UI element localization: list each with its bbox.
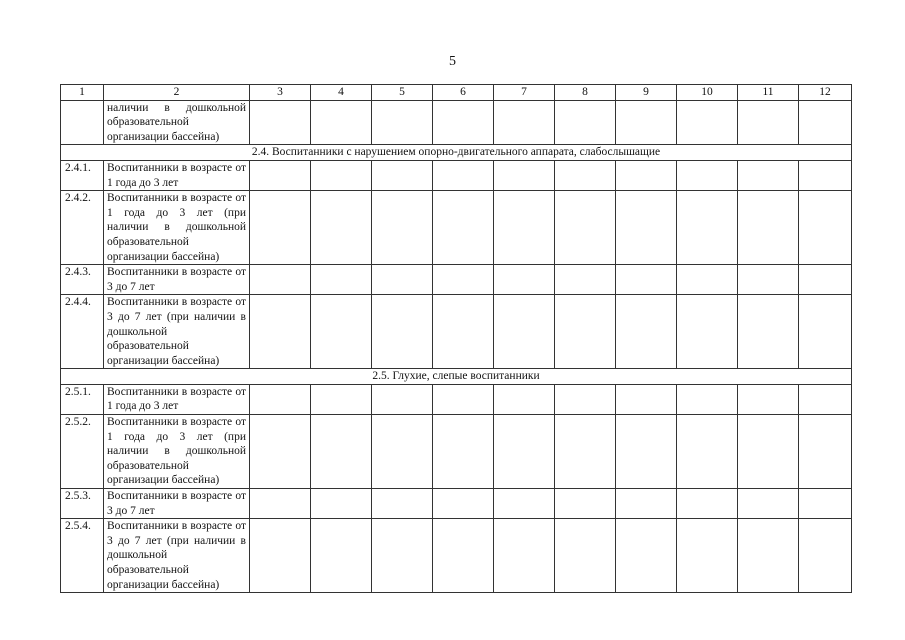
column-header: 12 <box>799 85 852 101</box>
empty-cell <box>372 415 433 489</box>
row-description: наличии в дошкольной образовательной организации бассейна) <box>104 100 250 145</box>
empty-cell <box>616 519 677 593</box>
empty-cell <box>799 384 852 414</box>
empty-cell <box>616 160 677 190</box>
table-row <box>61 160 852 190</box>
empty-cell <box>372 265 433 295</box>
section-row <box>61 145 852 161</box>
row-number: 2.4.3. <box>61 265 104 295</box>
empty-cell <box>799 100 852 145</box>
empty-cell <box>738 519 799 593</box>
empty-cell <box>738 191 799 265</box>
section-title: 2.5. Глухие, слепые воспитанники <box>61 369 852 385</box>
table-row <box>61 191 852 265</box>
empty-cell <box>250 489 311 519</box>
empty-cell <box>799 519 852 593</box>
empty-cell <box>311 191 372 265</box>
empty-cell <box>372 519 433 593</box>
empty-cell <box>677 415 738 489</box>
empty-cell <box>311 265 372 295</box>
empty-cell <box>311 100 372 145</box>
data-table <box>60 84 852 593</box>
empty-cell <box>738 265 799 295</box>
row-number: 2.5.1. <box>61 384 104 414</box>
empty-cell <box>799 489 852 519</box>
empty-cell <box>433 160 494 190</box>
empty-cell <box>494 191 555 265</box>
column-header: 2 <box>104 85 250 101</box>
empty-cell <box>250 100 311 145</box>
empty-cell <box>250 160 311 190</box>
row-number: 2.4.1. <box>61 160 104 190</box>
empty-cell <box>494 384 555 414</box>
empty-cell <box>433 489 494 519</box>
empty-cell <box>555 415 616 489</box>
empty-cell <box>738 160 799 190</box>
empty-cell <box>372 160 433 190</box>
empty-cell <box>555 384 616 414</box>
column-header: 6 <box>433 85 494 101</box>
empty-cell <box>738 295 799 369</box>
column-header: 1 <box>61 85 104 101</box>
empty-cell <box>677 100 738 145</box>
empty-cell <box>555 191 616 265</box>
empty-cell <box>311 489 372 519</box>
empty-cell <box>799 265 852 295</box>
empty-cell <box>372 100 433 145</box>
empty-cell <box>677 384 738 414</box>
row-number: 2.5.3. <box>61 489 104 519</box>
empty-cell <box>677 265 738 295</box>
table-row <box>61 415 852 489</box>
section-row <box>61 369 852 385</box>
column-header: 10 <box>677 85 738 101</box>
empty-cell <box>494 489 555 519</box>
row-description: Воспитанники в возрасте от 1 года до 3 лет <box>104 384 250 414</box>
empty-cell <box>311 295 372 369</box>
empty-cell <box>677 191 738 265</box>
empty-cell <box>372 384 433 414</box>
empty-cell <box>738 415 799 489</box>
table-row <box>61 489 852 519</box>
empty-cell <box>616 415 677 489</box>
page-number: 5 <box>449 54 456 69</box>
empty-cell <box>738 384 799 414</box>
empty-cell <box>738 100 799 145</box>
row-description: Воспитанники в возрасте от 3 до 7 лет <box>104 489 250 519</box>
column-header: 3 <box>250 85 311 101</box>
row-number: 2.5.2. <box>61 415 104 489</box>
table-row <box>61 100 852 145</box>
row-description: Воспитанники в возрасте от 3 до 7 лет (при наличии в дошкольной образовательной организации бассейна) <box>104 295 250 369</box>
column-header: 8 <box>555 85 616 101</box>
row-number: 2.4.4. <box>61 295 104 369</box>
column-header: 4 <box>311 85 372 101</box>
empty-cell <box>677 160 738 190</box>
empty-cell <box>494 160 555 190</box>
empty-cell <box>616 265 677 295</box>
empty-cell <box>555 160 616 190</box>
empty-cell <box>311 160 372 190</box>
column-header: 7 <box>494 85 555 101</box>
empty-cell <box>311 384 372 414</box>
empty-cell <box>250 415 311 489</box>
empty-cell <box>555 295 616 369</box>
empty-cell <box>433 415 494 489</box>
row-description: Воспитанники в возрасте от 1 года до 3 лет <box>104 160 250 190</box>
header-row <box>61 85 852 101</box>
empty-cell <box>799 295 852 369</box>
empty-cell <box>799 191 852 265</box>
empty-cell <box>250 384 311 414</box>
empty-cell <box>494 100 555 145</box>
table-row <box>61 519 852 593</box>
empty-cell <box>555 519 616 593</box>
empty-cell <box>616 295 677 369</box>
row-description: Воспитанники в возрасте от 1 года до 3 лет (при наличии в дошкольной образовательной организации бассейна) <box>104 191 250 265</box>
table-row <box>61 384 852 414</box>
empty-cell <box>799 160 852 190</box>
empty-cell <box>433 265 494 295</box>
row-number <box>61 100 104 145</box>
row-description: Воспитанники в возрасте от 3 до 7 лет (при наличии в дошкольной образовательной организации бассейна) <box>104 519 250 593</box>
empty-cell <box>372 191 433 265</box>
empty-cell <box>799 415 852 489</box>
empty-cell <box>372 295 433 369</box>
empty-cell <box>311 415 372 489</box>
column-header: 9 <box>616 85 677 101</box>
column-header: 5 <box>372 85 433 101</box>
table-row <box>61 265 852 295</box>
empty-cell <box>433 191 494 265</box>
empty-cell <box>433 100 494 145</box>
empty-cell <box>555 489 616 519</box>
empty-cell <box>677 519 738 593</box>
empty-cell <box>494 519 555 593</box>
empty-cell <box>738 489 799 519</box>
empty-cell <box>433 384 494 414</box>
section-title: 2.4. Воспитанники с нарушением опорно-двигательного аппарата, слабослышащие <box>61 145 852 161</box>
empty-cell <box>372 489 433 519</box>
empty-cell <box>494 295 555 369</box>
empty-cell <box>250 519 311 593</box>
empty-cell <box>555 100 616 145</box>
table-row <box>61 295 852 369</box>
empty-cell <box>250 295 311 369</box>
row-number: 2.5.4. <box>61 519 104 593</box>
empty-cell <box>555 265 616 295</box>
empty-cell <box>616 191 677 265</box>
empty-cell <box>433 519 494 593</box>
table-body <box>61 85 852 593</box>
empty-cell <box>250 191 311 265</box>
empty-cell <box>677 489 738 519</box>
row-description: Воспитанники в возрасте от 1 года до 3 лет (при наличии в дошкольной образовательной организации бассейна) <box>104 415 250 489</box>
empty-cell <box>311 519 372 593</box>
row-description: Воспитанники в возрасте от 3 до 7 лет <box>104 265 250 295</box>
empty-cell <box>616 384 677 414</box>
column-header: 11 <box>738 85 799 101</box>
empty-cell <box>494 415 555 489</box>
row-number: 2.4.2. <box>61 191 104 265</box>
empty-cell <box>250 265 311 295</box>
empty-cell <box>616 100 677 145</box>
empty-cell <box>494 265 555 295</box>
empty-cell <box>616 489 677 519</box>
empty-cell <box>433 295 494 369</box>
empty-cell <box>677 295 738 369</box>
